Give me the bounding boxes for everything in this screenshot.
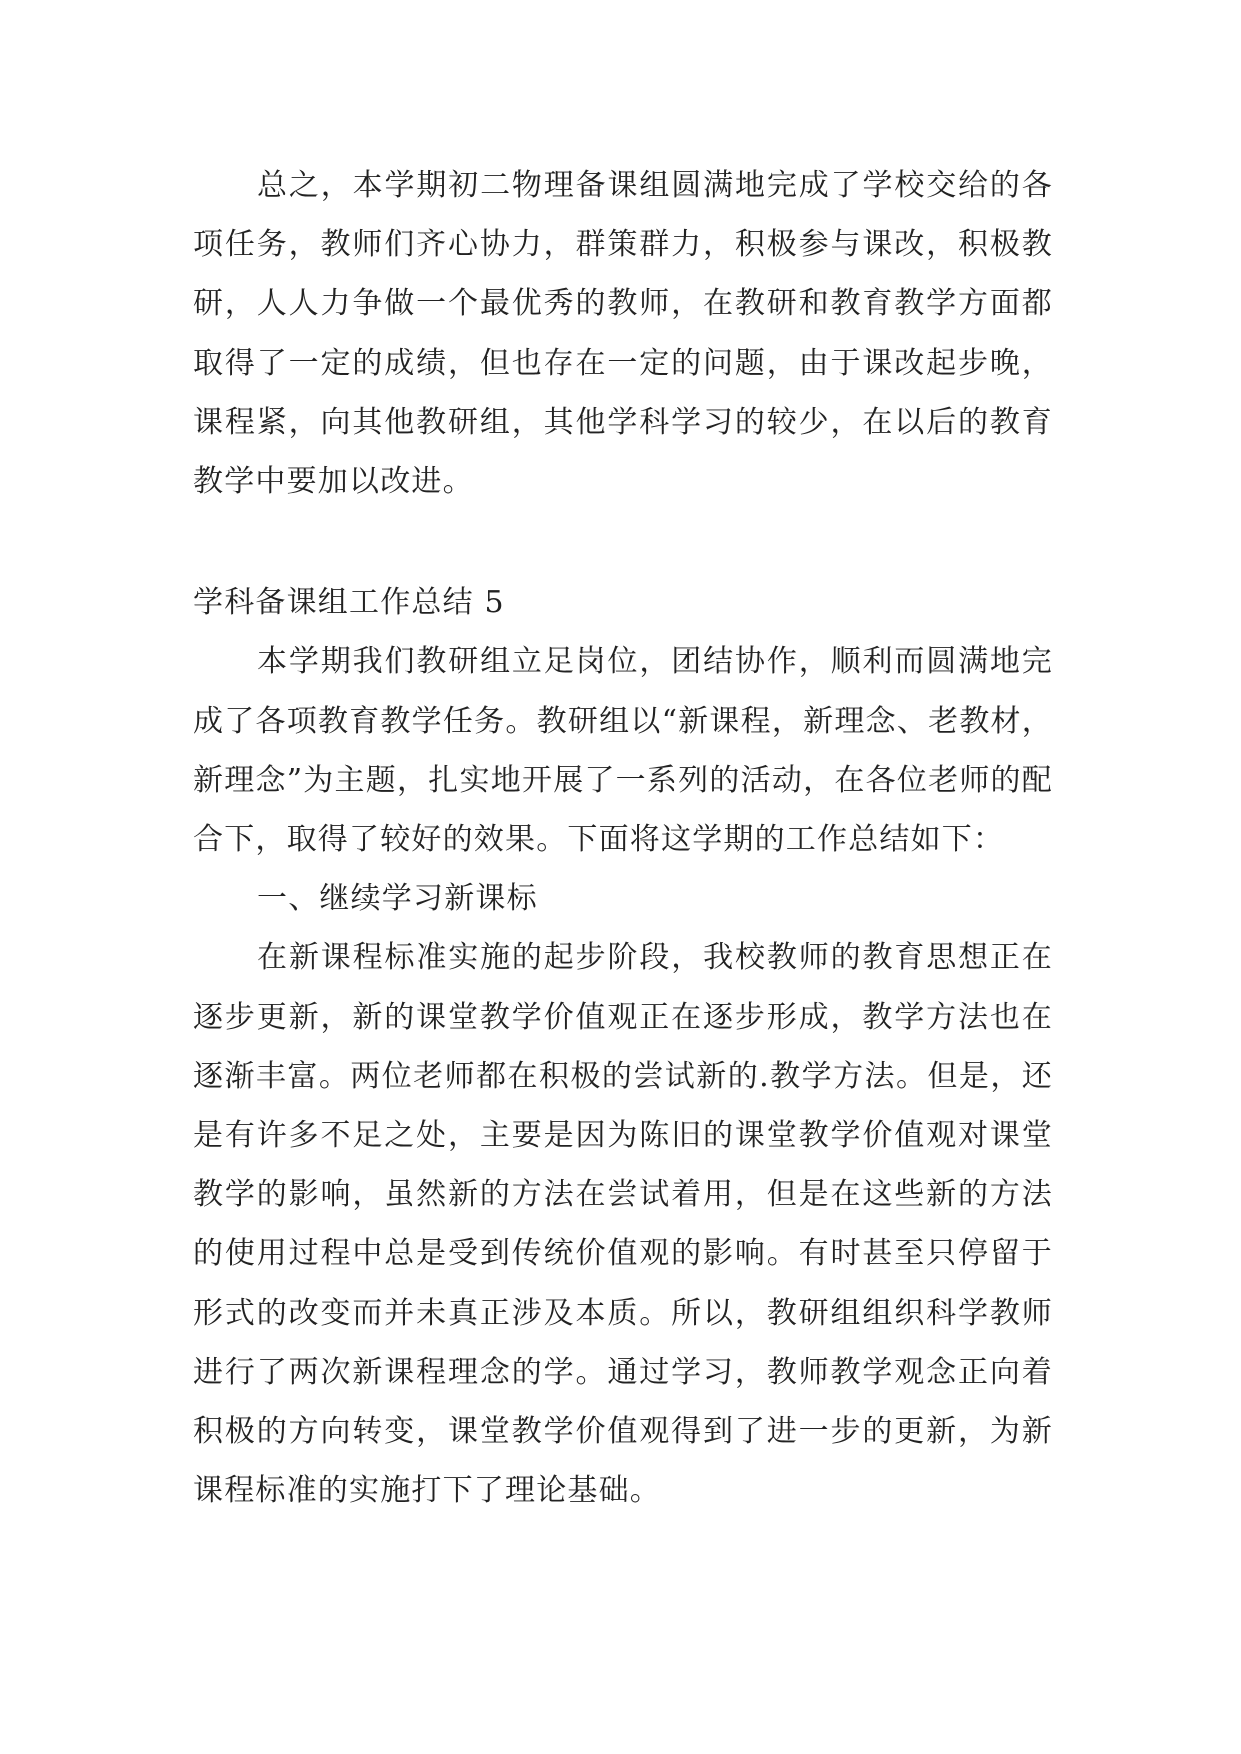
subsection-heading: 一、继续学习新课标: [257, 881, 538, 917]
text-column: [193, 156, 1053, 1520]
section-body-paragraph: 在新课程标准实施的起步阶段，我校教师的教育思想正在逐步更新，新的课堂教学价值观正在逐步形成，教学方法也在逐渐丰富。两位老师都在积极的尝试新的.教学方法。但是，还是有许多不足之处，主要是因为陈旧的课堂教学价值观对课堂教学的影响，虽然新的方法在尝试着用，但是在这些新的方法的使用过程中总是受到传统价值观的影响。有时甚至只停留于形式的改变而并未真正涉及本质。所以，教研组组织科学教师进行了两次新课程理念的学。通过学习，教师教学观念正向着积极的方向转变，课堂教学价值观得到了进一步的更新，为新课程标准的实施打下了理论基础。: [193, 940, 1053, 1509]
section-title: 学科备课组工作总结 5: [193, 585, 505, 621]
section-intro-paragraph: 本学期我们教研组立足岗位，团结协作，顺利而圆满地完成了各项教育教学任务。教研组以“新课程，新理念、老教材，新理念”为主题，扎实地开展了一系列的活动，在各位老师的配合下，取得了较好的效果。下面将这学期的工作总结如下：: [193, 644, 1053, 858]
summary-paragraph: 总之，本学期初二物理备课组圆满地完成了学校交给的各项任务，教师们齐心协力，群策群力，积极参与课改，积极教研，人人力争做一个最优秀的教师，在教研和教育教学方面都取得了一定的成绩，但也存在一定的问题，由于课改起步晚，课程紧，向其他教研组，其他学科学习的较少，在以后的教育教学中要加以改进。: [193, 168, 1053, 500]
